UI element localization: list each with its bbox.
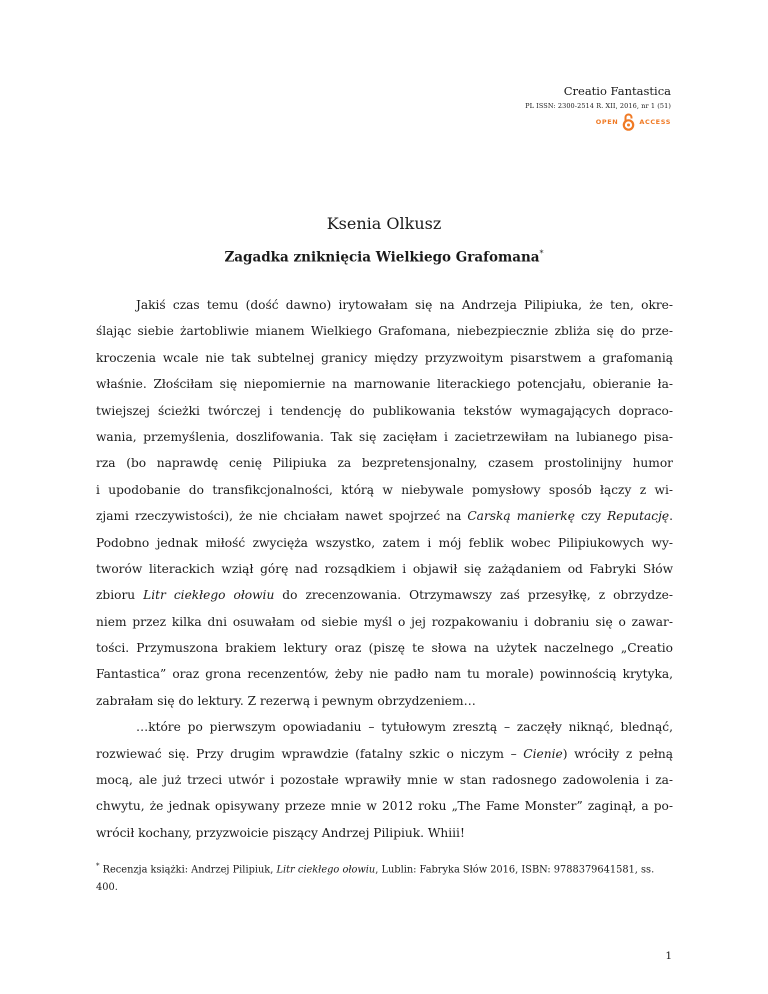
article-title (0, 245, 768, 267)
text-run: Fantastica” oraz grona recenzentów, żeby nie padło nam tu morale) powinnością krytyka, (96, 667, 673, 682)
italic-title: Cienie (523, 746, 563, 761)
open-access-badge (451, 113, 671, 131)
open-lock-icon (622, 113, 635, 131)
text-run: Jakiś czas temu (dość dawno) irytowałam się na Andrzeja Pilipiuka, że ten, okre- (136, 298, 673, 312)
text-run: wania, przemyślenia, doszlifowania. Tak się zacięłam i zacietrzewiłam na lubianego pisa- (96, 429, 673, 444)
text-line (96, 556, 673, 582)
text-run: rza (bo naprawdę cenię Pilipiuka za bezpretensjonalny, czasem prostolinijny humor (96, 456, 673, 471)
text-run: wrócił kochany, przyzwoicie piszący Andrzej Pilipiuk. Whiii! (96, 825, 465, 840)
text-run: tworów literackich wziął górę nad rozsądkiem i objawił się zażądaniem od Fabryki Słów (96, 561, 673, 576)
text-run: czy (574, 509, 608, 524)
open-access-right-text: ACCESS (639, 118, 671, 126)
text-run: Recenzja książki: Andrzej Pilipiuk, (102, 864, 277, 876)
text-run: , Lublin: Fabryka Słów 2016, ISBN: 9788379641581, ss. 400. (96, 864, 655, 894)
text-line (96, 582, 673, 608)
text-line (96, 609, 673, 635)
text-line (96, 767, 673, 793)
text-run: twiejszej ścieżki twórczej i tendencję do publikowania tekstów wymagających dopraco- (96, 403, 673, 418)
text-line (96, 661, 673, 687)
text-run: mocą, ale już trzeci utwór i pozostałe wprawiły mnie w stan radosnego zadowolenia i za- (96, 773, 673, 788)
journal-name: Creatio Fantastica (563, 84, 671, 98)
text-line (96, 371, 673, 397)
footnote (96, 857, 673, 897)
text-run: Podobno jednak miłość zwycięża wszystko, zatem i mój feblik wobec Pilipiukowych wy- (96, 535, 673, 550)
text-run: niem przez kilka dni osuwałam od siebie myśl o jej rozpakowaniu i dobraniu się o zawar- (96, 614, 673, 629)
text-run: do zrecenzowania. Otrzymawszy zaś przesyłkę, z obrzydze- (274, 588, 673, 603)
text-run: chwytu, że jednak opisywany przeze mnie w 2012 roku „The Fame Monster” zaginął, a po- (96, 799, 673, 814)
journal-header (451, 84, 671, 131)
text-line (96, 530, 673, 556)
text-run: . (669, 509, 673, 524)
text-line (96, 635, 673, 661)
article-body (96, 292, 673, 846)
text-line (96, 318, 673, 344)
text-line (96, 477, 673, 503)
text-run: zabrałam się do lektury. Z rezerwą i pewnym obrzydzeniem… (96, 693, 476, 708)
italic-title: Litr ciekłego ołowiu (143, 588, 275, 603)
open-access-left-text: OPEN (595, 118, 619, 126)
text-line (96, 424, 673, 450)
text-line (96, 292, 673, 318)
text-run: ) wróciły z pełną (562, 746, 673, 761)
text-run: ślając siebie żartobliwie mianem Wielkiego Grafomana, niebezpiecznie zbliża się do prze- (96, 324, 673, 339)
text-run: …które po pierwszym opowiadaniu – tytułowym zresztą – zaczęły niknąć, blednąć, (136, 720, 673, 735)
footnote-marker: * (96, 862, 100, 870)
article-title-text: Zagadka zniknięcia Wielkiego Grafomana (224, 249, 540, 266)
text-run: zbioru (96, 588, 144, 603)
issn-line: PL ISSN: 2300-2514 R. XII, 2016, nr 1 (51) (525, 102, 671, 110)
italic-title: Carską manierkę (467, 509, 575, 524)
text-line (96, 820, 673, 846)
text-line (96, 345, 673, 371)
text-line (96, 450, 673, 476)
text-line (96, 398, 673, 424)
italic-title: Reputację (607, 509, 670, 524)
footnote-mark: * (539, 249, 544, 258)
text-run: kroczenia wcale nie tak subtelnej granicy między przyzwoitym pisarstwem a grafomanią (96, 350, 673, 365)
text-line (96, 741, 673, 767)
text-run: zjami rzeczywistości), że nie chciałam nawet spojrzeć na (96, 509, 468, 524)
text-line (96, 793, 673, 819)
text-line (96, 688, 673, 714)
italic-title: Litr ciekłego ołowiu (276, 864, 376, 876)
text-run: właśnie. Złościłam się niepomiernie na marnowanie literackiego potencjału, obieranie ła- (96, 377, 673, 392)
page-number: 1 (665, 950, 672, 962)
text-run: tości. Przymuszona brakiem lektury oraz (piszę te słowa na użytek naczelnego „Creatio (96, 641, 673, 656)
text-line (96, 503, 673, 529)
text-run: rozwiewać się. Przy drugim wprawdzie (fatalny szkic o niczym – (96, 746, 524, 761)
text-line (96, 714, 673, 740)
text-run: i upodobanie do transfikcjonalności, którą w niebywale pomysłowy sposób łączy z wi- (96, 482, 673, 497)
author-name: Ksenia Olkusz (326, 214, 442, 233)
